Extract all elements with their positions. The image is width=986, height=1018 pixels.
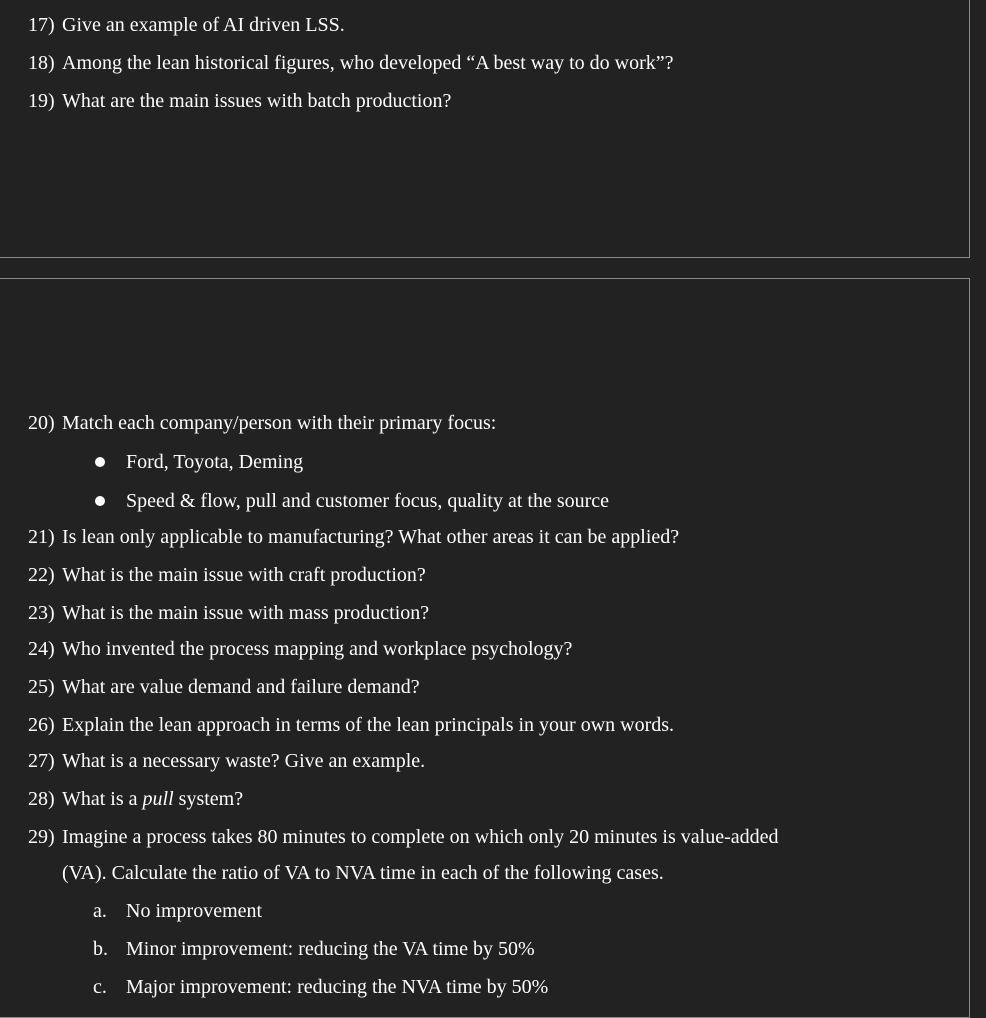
list-item-text: Minor improvement: reducing the VA time by 50% <box>126 938 535 960</box>
bullet-icon <box>95 457 105 467</box>
question-number: 25) <box>28 676 55 698</box>
list-marker: b. <box>93 938 108 960</box>
question-text: What are value demand and failure demand? <box>62 676 420 698</box>
question-number: 19) <box>28 90 55 112</box>
question-number: 21) <box>28 526 55 548</box>
question-text: Match each company/person with their primary focus: <box>62 412 497 434</box>
question-number: 23) <box>28 602 55 624</box>
question-text: What is a necessary waste? Give an example. <box>62 750 426 772</box>
question-number: 18) <box>28 52 55 74</box>
question-number: 26) <box>28 714 55 736</box>
question-number: 27) <box>28 750 55 772</box>
list-item-text: Major improvement: reducing the NVA time by 50% <box>126 976 549 998</box>
question-text <box>62 786 243 812</box>
list-marker: a. <box>93 900 107 922</box>
question-number: 28) <box>28 788 55 810</box>
question-text: Who invented the process mapping and workplace psychology? <box>62 638 573 660</box>
emphasized-term: pull <box>142 788 174 810</box>
question-text: Among the lean historical figures, who developed “A best way to do work”? <box>62 52 674 74</box>
list-item-text: Speed & flow, pull and customer focus, quality at the source <box>126 490 610 512</box>
question-text: Is lean only applicable to manufacturing? What other areas it can be applied? <box>62 526 680 548</box>
question-text: What are the main issues with batch production? <box>62 90 452 112</box>
question-number: 22) <box>28 564 55 586</box>
question-text-start: What is a <box>62 788 143 810</box>
question-text: What is the main issue with mass production? <box>62 602 430 624</box>
question-number: 24) <box>28 638 55 660</box>
question-text: Imagine a process takes 80 minutes to complete on which only 20 minutes is value-added <box>62 826 779 848</box>
question-text: What is the main issue with craft production? <box>62 564 426 586</box>
question-text: (VA). Calculate the ratio of VA to NVA time in each of the following cases. <box>62 862 664 884</box>
question-number: 17) <box>28 14 55 36</box>
question-number: 29) <box>28 826 55 848</box>
question-number: 20) <box>28 412 55 434</box>
question-text: Explain the lean approach in terms of the lean principals in your own words. <box>62 714 675 736</box>
question-text: Give an example of AI driven LSS. <box>62 14 345 36</box>
bullet-icon <box>95 496 105 506</box>
question-text-end: system? <box>173 788 244 810</box>
list-item-text: Ford, Toyota, Deming <box>126 451 304 473</box>
answer-box-top <box>0 0 970 258</box>
list-marker: c. <box>93 976 107 998</box>
list-item-text: No improvement <box>126 900 263 922</box>
